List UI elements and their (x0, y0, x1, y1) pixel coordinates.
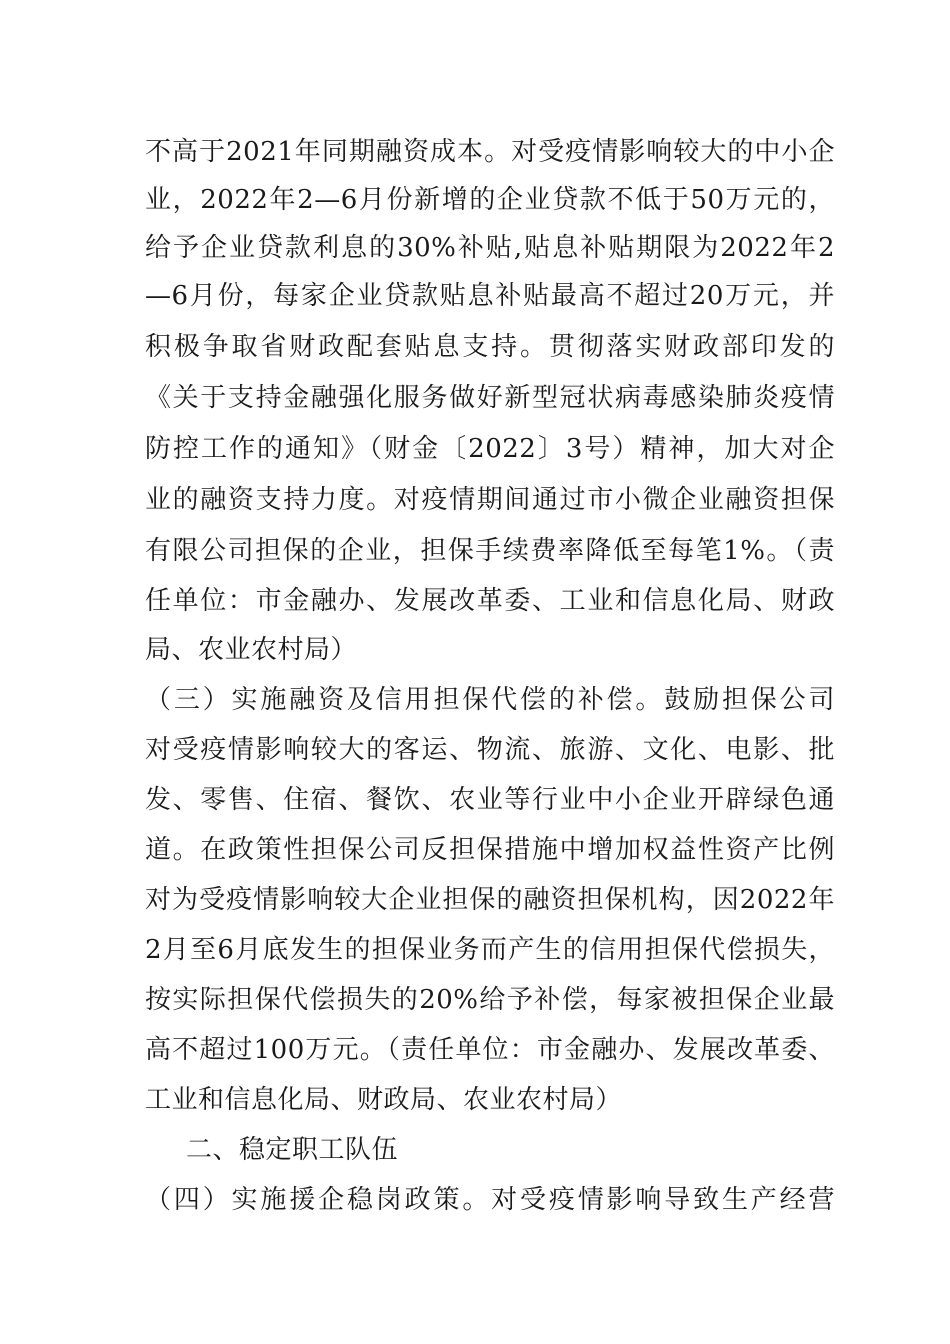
paragraph-line: 业，2022年2—6月份新增的企业贷款不低于50万元的， (145, 185, 835, 215)
paragraph-line: 《关于支持金融强化服务做好新型冠状病毒感染肺炎疫情 (145, 383, 835, 413)
paragraph-line: 道。在政策性担保公司反担保措施中增加权益性资产比例 (145, 835, 835, 865)
paragraph-line: 业的融资支持力度。对疫情期间通过市小微企业融资担保 (145, 485, 835, 515)
section-heading: 二、稳定职工队伍 (186, 1135, 399, 1165)
paragraph-line: 对为受疫情影响较大企业担保的融资担保机构，因2022年 (145, 885, 835, 915)
paragraph-line: 防控工作的通知》（财金〔2022〕3号）精神，加大对企 (145, 434, 835, 464)
paragraph-line: 对受疫情影响较大的客运、物流、旅游、文化、电影、批 (145, 735, 835, 765)
paragraph-line: 不高于2021年同期融资成本。对受疫情影响较大的中小企 (145, 137, 835, 167)
paragraph-line: 高不超过100万元。（责任单位：市金融办、发展改革委、 (145, 1035, 835, 1065)
paragraph-line: 任单位：市金融办、发展改革委、工业和信息化局、财政 (145, 586, 835, 616)
paragraph-line: （四）实施援企稳岗政策。对受疫情影响导致生产经营 (145, 1185, 835, 1215)
paragraph-line: 发、零售、住宿、餐饮、农业等行业中小企业开辟绿色通 (145, 785, 835, 815)
paragraph-line: 积极争取省财政配套贴息支持。贯彻落实财政部印发的 (145, 332, 835, 362)
paragraph-line: 2月至6月底发生的担保业务而产生的信用担保代偿损失， (145, 935, 835, 965)
paragraph-line: 有限公司担保的企业，担保手续费率降低至每笔1%。（责 (145, 536, 835, 566)
paragraph-line: 局、农业农村局） (145, 635, 358, 665)
paragraph-line: 给予企业贷款利息的30%补贴,贴息补贴期限为2022年2 (145, 233, 835, 263)
paragraph-line: —6月份，每家企业贷款贴息补贴最高不超过20万元，并 (145, 281, 835, 311)
paragraph-line: 按实际担保代偿损失的20%给予补偿，每家被担保企业最 (145, 985, 835, 1015)
paragraph-line: （三）实施融资及信用担保代偿的补偿。鼓励担保公司 (145, 685, 835, 715)
paragraph-line: 工业和信息化局、财政局、农业农村局） (145, 1085, 623, 1115)
